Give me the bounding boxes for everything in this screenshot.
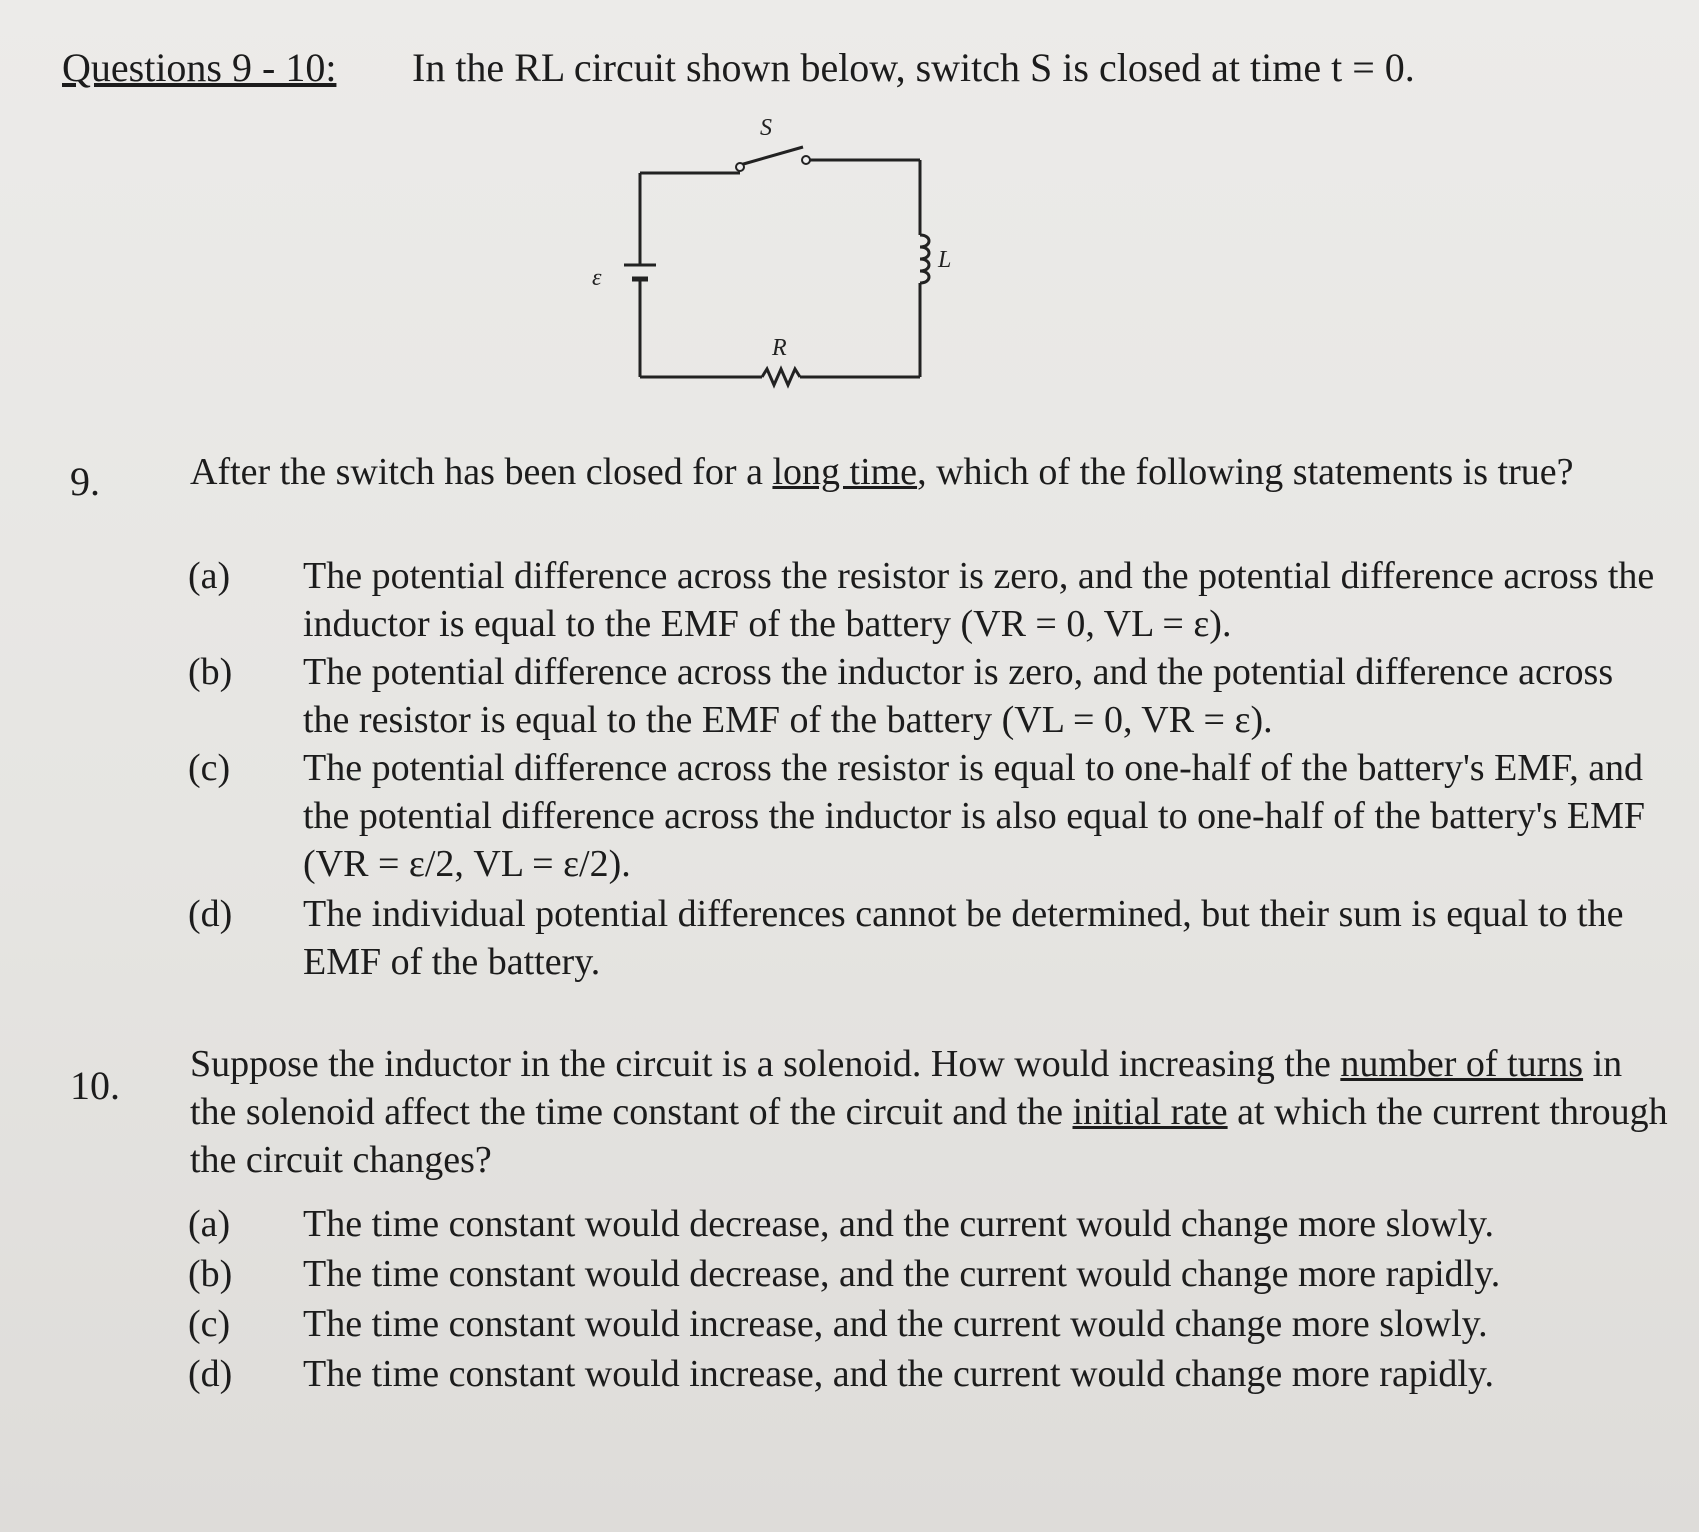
q9-option-a-text: The potential difference across the resistor is zero, and the potential difference across the inductor is equal to the EMF of the battery (VR = 0, VL = ε). [303,555,1655,645]
q10-option-b-text: The time constant would decrease, and the current would change more rapidly. [303,1253,1501,1295]
q10-stem-text-1: Suppose the inductor in the circuit is a solenoid. How would increasing the [190,1043,1341,1085]
question-10-number: 10. [70,1063,120,1108]
question-9-stem [190,448,1670,496]
q10-stem-text-3: at which the current through the circuit changes? [190,1091,1668,1181]
switch-label: S [760,115,772,141]
q10-option-d-text: The time constant would increase, and the current would change more rapidly. [303,1353,1494,1395]
q9-option-d-letter: (d) [188,893,233,935]
q9-stem-underlined: long time [772,451,918,493]
inductor-label: L [938,247,952,273]
q10-option-c-letter: (c) [188,1303,231,1345]
q9-option-b-text: The potential difference across the inductor is zero, and the potential difference across the resistor is equal to the EMF of the battery (VL = 0, VR = ε). [303,651,1614,741]
q10-option-a-letter: (a) [188,1203,231,1245]
q10-stem-text-2: in the solenoid affect the time constant of the circuit and the [190,1043,1623,1133]
resistor-zigzag [762,369,800,385]
resistor-label: R [772,335,787,361]
q9-option-a[interactable] [188,552,1668,648]
switch-contact-terminal [802,156,810,164]
q10-option-d[interactable] [188,1350,1668,1398]
questions-header [62,44,1415,91]
q10-option-d-letter: (d) [188,1353,233,1395]
rl-circuit-diagram [592,115,1040,435]
q9-stem-text-start: After the switch has been closed for a [190,451,773,493]
emf-label: ε [592,265,602,291]
q10-option-c[interactable] [188,1300,1668,1348]
q9-option-c-text: The potential difference across the resistor is equal to one-half of the battery's EMF, and the potential difference across the inductor is also equal to one-half of the battery's EMF (VR = ε/2, VL = ε/2). [303,747,1646,885]
inductor-coil [920,235,929,283]
q9-option-b[interactable] [188,648,1668,744]
q9-option-c-letter: (c) [188,747,231,789]
q9-option-b-letter: (b) [188,651,233,693]
q9-option-a-letter: (a) [188,555,231,597]
q10-option-c-text: The time constant would increase, and the current would change more slowly. [303,1303,1488,1345]
q10-stem-underlined-number-of-turns: number of turns [1340,1043,1584,1085]
q9-option-c[interactable] [188,744,1668,888]
question-10-stem [190,1040,1670,1184]
switch-blade [740,147,803,165]
q10-option-a-text: The time constant would decrease, and the current would change more slowly. [303,1203,1494,1245]
questions-range-label: Questions 9 - 10: [62,45,337,90]
q10-option-b-letter: (b) [188,1253,233,1295]
q10-option-b[interactable] [188,1250,1668,1298]
q9-stem-text-end: , which of the following statements is true? [917,451,1574,493]
q10-option-a[interactable] [188,1200,1668,1248]
q9-option-d[interactable] [188,890,1668,986]
question-9-number: 9. [70,459,100,504]
q10-stem-underlined-initial-rate: initial rate [1072,1091,1228,1133]
q9-option-d-text: The individual potential differences cannot be determined, but their sum is equal to the EMF of the battery. [303,893,1624,983]
circuit-intro-text: In the RL circuit shown below, switch S is closed at time t = 0. [412,45,1415,90]
switch-pivot-terminal [736,163,744,171]
